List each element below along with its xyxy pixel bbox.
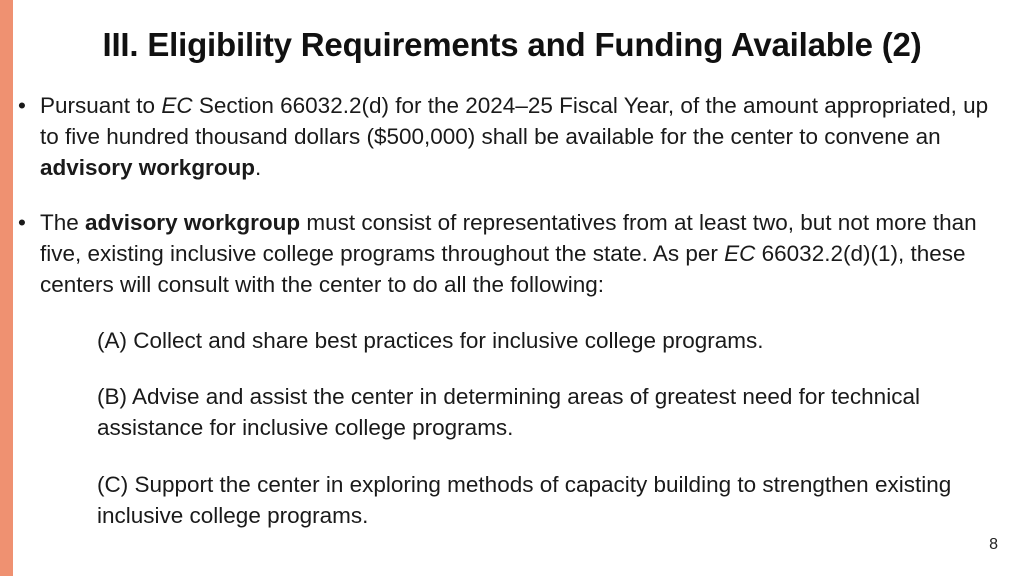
sub-item-b: (B) Advise and assist the center in determining areas of greatest need for technical assistance for inclusive college programs. bbox=[97, 384, 920, 440]
slide-title: III. Eligibility Requirements and Funding Available (2) bbox=[102, 26, 922, 63]
bullet-dot: • bbox=[18, 210, 26, 235]
italic-ec: EC bbox=[161, 93, 193, 118]
italic-ec: EC bbox=[724, 241, 756, 266]
bullet-pursuant bbox=[18, 90, 1003, 183]
bullet-text bbox=[40, 207, 1003, 300]
bold-advisory-workgroup: advisory workgroup bbox=[85, 210, 301, 235]
bold-advisory-workgroup: advisory workgroup bbox=[40, 155, 256, 180]
page-number: 8 bbox=[989, 536, 998, 553]
sub-item-c: (C) Support the center in exploring methods of capacity building to strengthen existing inclusive college programs. bbox=[97, 472, 952, 528]
accent-bar bbox=[0, 0, 13, 576]
bullet-advisory-workgroup bbox=[18, 207, 1003, 300]
text-run: must consist of representatives from at least two, but not more than five, existing inclusive college programs throughout the state. As per bbox=[40, 210, 977, 266]
sub-item-a: (A) Collect and share best practices for inclusive college programs. bbox=[97, 328, 764, 353]
text-run: Section 66032.2(d) for the 2024–25 Fiscal Year, of the amount appropriated, up to five hundred thousand dollars ($500,000) shall be available for the center to convene an bbox=[40, 93, 989, 149]
text-run: 66032.2(d)(1), these centers will consult with the center to do all the following: bbox=[40, 241, 966, 297]
bullet-dot: • bbox=[18, 93, 26, 118]
text-run: . bbox=[255, 155, 262, 180]
bullet-text bbox=[40, 90, 1003, 183]
text-run: Pursuant to bbox=[40, 93, 162, 118]
text-run: The bbox=[40, 210, 86, 235]
